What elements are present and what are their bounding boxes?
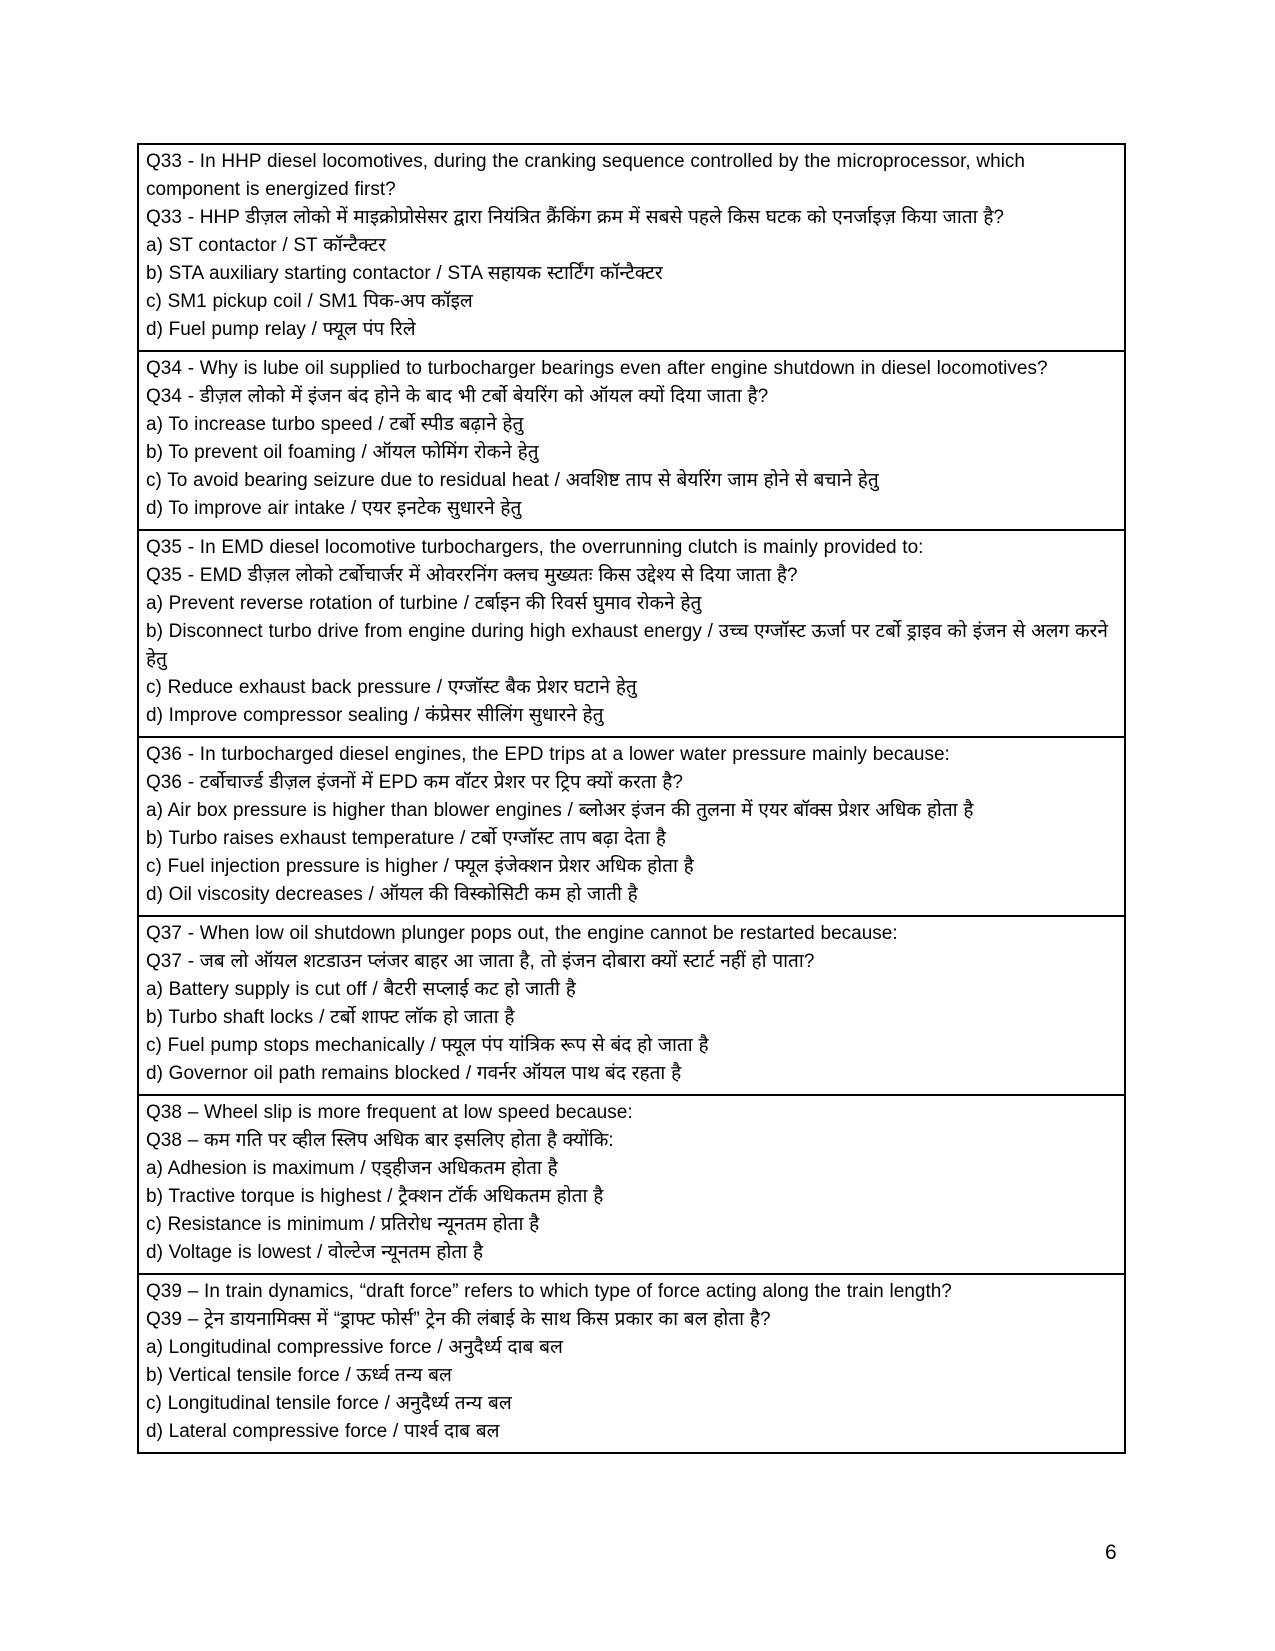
option-b: b) Tractive torque is highest / ट्रैक्शन टॉर्क अधिकतम होता है [146,1186,604,1207]
question-table [137,143,1126,1454]
question-text-en: Q37 - When low oil shutdown plunger pops out, the engine cannot be restarted because: [146,923,898,944]
question-text-en: Q38 – Wheel slip is more frequent at low speed because: [146,1102,633,1123]
option-d: d) Improve compressor sealing / कंप्रेसर सीलिंग सुधारने हेतु [146,705,604,726]
option-d: d) To improve air intake / एयर इनटेक सुधारने हेतु [146,498,522,519]
option-c: c) SM1 pickup coil / SM1 पिक-अप कॉइल [146,291,473,312]
question-text-hi: Q39 – ट्रेन डायनामिक्स में “ड्राफ्ट फोर्स” ट्रेन की लंबाई के साथ किस प्रकार का बल होता है? [146,1309,771,1330]
question-text-hi: Q34 - डीज़ल लोको में इंजन बंद होने के बाद भी टर्बो बेयरिंग को ऑयल क्यों दिया जाता है? [146,386,769,407]
option-a: a) Prevent reverse rotation of turbine / टर्बाइन की रिवर्स घुमाव रोकने हेतु [146,593,702,614]
question-text-hi: Q35 - EMD डीज़ल लोको टर्बोचार्जर में ओवररनिंग क्लच मुख्यतः किस उद्देश्य से दिया जाता है? [146,565,798,586]
option-c: c) Fuel injection pressure is higher / फ्यूल इंजेक्शन प्रेशर अधिक होता है [146,856,694,877]
option-d: d) Fuel pump relay / फ्यूल पंप रिले [146,319,416,340]
question-text-en: Q33 - In HHP diesel locomotives, during the cranking sequence controlled by the microprocessor, which component is energized first? [146,151,1025,200]
question-row-q33 [139,145,1124,352]
option-d: d) Governor oil path remains blocked / गवर्नर ऑयल पाथ बंद रहता है [146,1063,682,1084]
question-text-hi: Q36 - टर्बोचार्ज्ड डीज़ल इंजनों में EPD कम वॉटर प्रेशर पर ट्रिप क्यों करता है? [146,772,683,793]
option-a: a) To increase turbo speed / टर्बो स्पीड बढ़ाने हेतु [146,414,524,435]
option-a: a) Battery supply is cut off / बैटरी सप्लाई कट हो जाती है [146,979,576,1000]
page-number: 6 [1105,1541,1117,1564]
question-text-hi: Q37 - जब लो ऑयल शटडाउन प्लंजर बाहर आ जाता है, तो इंजन दोबारा क्यों स्टार्ट नहीं हो पाता? [146,951,815,972]
option-d: d) Voltage is lowest / वोल्टेज न्यूनतम होता है [146,1242,484,1263]
question-text-hi: Q33 - HHP डीज़ल लोको में माइक्रोप्रोसेसर द्वारा नियंत्रित क्रैंकिंग क्रम में सबसे पहले किस घटक को एनर्जाइज़ किया जाता है? [146,207,1004,228]
option-a: a) Longitudinal compressive force / अनुदैर्ध्य दाब बल [146,1337,563,1358]
option-b: b) Disconnect turbo drive from engine during high exhaust energy / उच्च एग्जॉस्ट ऊर्जा पर टर्बो ड्राइव को इंजन से अलग करने हेतु [146,621,1108,670]
option-c: c) Fuel pump stops mechanically / फ्यूल पंप यांत्रिक रूप से बंद हो जाता है [146,1035,709,1056]
option-c: c) To avoid bearing seizure due to residual heat / अवशिष्ट ताप से बेयरिंग जाम होने से बचाने हेतु [146,470,879,491]
option-d: d) Oil viscosity decreases / ऑयल की विस्कोसिटी कम हो जाती है [146,884,638,905]
question-row-q35 [139,531,1124,738]
question-row-q38 [139,1096,1124,1275]
option-c: c) Reduce exhaust back pressure / एग्जॉस्ट बैक प्रेशर घटाने हेतु [146,677,637,698]
question-row-q37 [139,917,1124,1096]
option-c: c) Resistance is minimum / प्रतिरोध न्यूनतम होता है [146,1214,540,1235]
option-b: b) STA auxiliary starting contactor / STA सहायक स्टार्टिंग कॉन्टैक्टर [146,263,663,284]
option-b: b) Vertical tensile force / ऊर्ध्व तन्य बल [146,1365,452,1386]
question-text-en: Q39 – In train dynamics, “draft force” refers to which type of force acting along the train length? [146,1281,952,1302]
question-text-hi: Q38 – कम गति पर व्हील स्लिप अधिक बार इसलिए होता है क्योंकि: [146,1130,614,1151]
option-c: c) Longitudinal tensile force / अनुदैर्ध्य तन्य बल [146,1393,512,1414]
question-row-q39 [139,1275,1124,1452]
question-row-q34 [139,352,1124,531]
option-a: a) Air box pressure is higher than blower engines / ब्लोअर इंजन की तुलना में एयर बॉक्स प्रेशर अधिक होता है [146,800,974,821]
question-text-en: Q34 - Why is lube oil supplied to turbocharger bearings even after engine shutdown in diesel locomotives? [146,358,1048,379]
question-row-q36 [139,738,1124,917]
option-b: b) Turbo shaft locks / टर्बो शाफ्ट लॉक हो जाता है [146,1007,515,1028]
question-text-en: Q35 - In EMD diesel locomotive turbochargers, the overrunning clutch is mainly provided to: [146,537,924,558]
option-b: b) Turbo raises exhaust temperature / टर्बो एग्जॉस्ट ताप बढ़ा देता है [146,828,666,849]
question-text-en: Q36 - In turbocharged diesel engines, the EPD trips at a lower water pressure mainly because: [146,744,950,765]
option-d: d) Lateral compressive force / पार्श्व दाब बल [146,1421,500,1442]
option-a: a) Adhesion is maximum / एड्हीजन अधिकतम होता है [146,1158,558,1179]
option-a: a) ST contactor / ST कॉन्टैक्टर [146,235,386,256]
option-b: b) To prevent oil foaming / ऑयल फोमिंग रोकने हेतु [146,442,539,463]
